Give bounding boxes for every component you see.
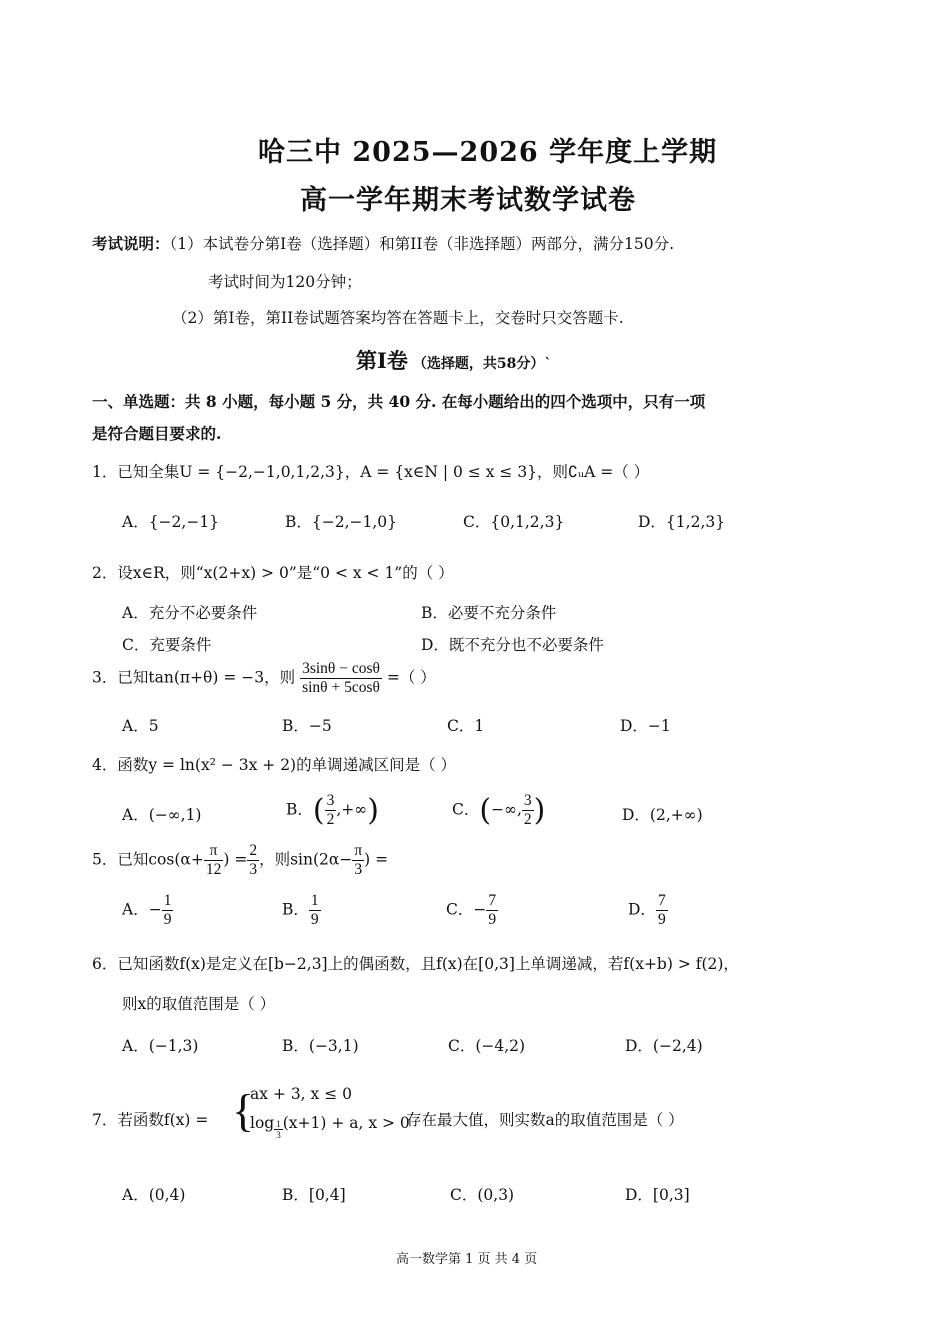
log-text: log xyxy=(250,1114,275,1132)
fraction-denominator: 2 xyxy=(523,811,532,828)
part1-heading-line2: 是符合题目要求的. xyxy=(92,424,222,443)
q4-option-d: D．(2,+∞) xyxy=(622,806,703,824)
question-3-fraction xyxy=(300,660,382,697)
fraction xyxy=(247,842,259,879)
q7-option-d: D．[0,3] xyxy=(625,1186,690,1204)
option-text: ,+∞ xyxy=(336,800,368,819)
q7-option-b: B．[0,4] xyxy=(282,1186,346,1204)
question-7-stem-post: 存在最大值，则实数a的取值范围是（ ） xyxy=(406,1111,684,1129)
fraction-numerator: 3sinθ − cosθ xyxy=(302,660,380,677)
fraction xyxy=(204,842,224,879)
q5-option-a xyxy=(122,892,173,929)
q7-option-a: A．(0,4) xyxy=(122,1186,186,1204)
option-sign: − xyxy=(148,900,162,919)
q4-option-a: A．(−∞,1) xyxy=(122,806,202,824)
q3-option-a: A．5 xyxy=(122,717,159,735)
question-3-stem xyxy=(92,660,436,697)
q2-option-d: D．既不充分也不必要条件 xyxy=(421,636,604,654)
option-fraction xyxy=(162,892,174,929)
question-text: 若函数f(x) = xyxy=(117,1111,209,1129)
q4-option-c: C．(−∞, $\frac{3}{2}$ ) xyxy=(452,792,546,828)
question-6-stem-line2: 则x的取值范围是（ ） xyxy=(122,995,276,1013)
q3-option-d: D．−1 xyxy=(620,717,671,735)
q4-option-b: B．( $\frac{3}{2}$ ,+∞) xyxy=(286,792,379,828)
fraction-denominator: 9 xyxy=(657,911,666,928)
exam-title-line1: 哈三中 2025—2026 学年度上学期 xyxy=(258,137,718,168)
page-footer: 高一数学第 1 页 共 4 页 xyxy=(396,1252,538,1267)
fraction-denominator: 12 xyxy=(205,861,222,878)
fraction-numerator: 3 xyxy=(326,792,335,809)
option-text: −∞, xyxy=(491,800,522,819)
question-number: 3． xyxy=(92,668,118,687)
fraction-denominator: 9 xyxy=(488,911,497,928)
piecewise-case-1: ax + 3, x ≤ 0 xyxy=(250,1085,352,1103)
q2-option-c: C．充要条件 xyxy=(122,636,212,654)
fraction-denominator: 9 xyxy=(163,911,172,928)
q1-option-d: D．{1,2,3} xyxy=(638,513,726,531)
option-label: C． xyxy=(446,900,474,919)
option-sign: − xyxy=(473,900,487,919)
option-fraction xyxy=(486,892,498,929)
fraction-denominator: 9 xyxy=(310,911,319,928)
question-number: 5． xyxy=(92,850,118,869)
option-fraction xyxy=(522,792,534,829)
log-argument: (x+1) + a, x > 0 xyxy=(282,1114,410,1132)
q3-option-b: B．−5 xyxy=(282,717,332,735)
q6-option-c: C．(−4,2) xyxy=(448,1037,526,1055)
fraction-numerator: 7 xyxy=(657,892,666,909)
question-6-stem xyxy=(92,952,739,974)
q1-option-c: C．{0,1,2,3} xyxy=(463,513,565,531)
fraction-denominator: sinθ + 5cosθ xyxy=(302,679,380,696)
question-4-stem xyxy=(92,753,456,775)
q5-option-c xyxy=(446,892,498,929)
fraction-numerator: 3 xyxy=(523,792,532,809)
piecewise-case-2 xyxy=(250,1114,410,1140)
instructions-line2: 考试时间为120分钟； xyxy=(208,273,362,291)
option-fraction xyxy=(656,892,668,929)
fraction xyxy=(352,842,364,879)
question-text-post: =（ ） xyxy=(386,668,436,687)
fraction-numerator: 1 xyxy=(163,892,172,909)
fraction-denominator: 3 xyxy=(354,861,363,878)
q6-option-a: A．(−1,3) xyxy=(122,1037,199,1055)
fraction-numerator: 1 xyxy=(276,1119,281,1129)
q5-option-d xyxy=(628,892,668,929)
question-text: 函数y = ln(x² − 3x + 2)的单调递减区间是（ ） xyxy=(117,756,457,774)
question-number: 7． xyxy=(92,1111,118,1129)
q6-option-b: B．(−3,1) xyxy=(282,1037,359,1055)
piecewise-brace: { xyxy=(232,1085,255,1136)
question-text: 已知cos(α+ xyxy=(117,850,204,869)
question-text: 已知全集U = {−2,−1,0,1,2,3}，A = {x∈N | 0 ≤ x ≤ 3}，则∁ᵤA =（ ） xyxy=(117,463,650,481)
q2-option-b: B．必要不充分条件 xyxy=(421,604,557,622)
fraction-numerator: 1 xyxy=(310,892,319,909)
question-number: 6． xyxy=(92,955,118,973)
fraction-numerator: 7 xyxy=(488,892,497,909)
instructions-line3: （2）第I卷，第II卷试题答案均答在答题卡上，交卷时只交答题卡. xyxy=(172,309,624,327)
fraction-denominator: 3 xyxy=(276,1130,281,1140)
part1-heading-line1: 一、单选题：共 8 小题，每小题 5 分，共 40 分. 在每小题给出的四个选项中，只有一项 xyxy=(92,392,706,411)
exam-title-line2: 高一学年期末考试数学试卷 xyxy=(300,185,636,216)
question-number: 1． xyxy=(92,463,118,481)
question-text: 设x∈R，则“x(2+x) > 0”是“0 < x < 1”的（ ） xyxy=(117,564,454,582)
q6-option-d: D．(−2,4) xyxy=(625,1037,703,1055)
question-text: ，则sin(2α− xyxy=(259,850,353,869)
q3-option-c: C．1 xyxy=(447,717,485,735)
section-title xyxy=(356,345,551,375)
instructions xyxy=(92,232,674,254)
q1-option-a: A．{−2,−1} xyxy=(122,513,220,531)
q1-option-b: B．{−2,−1,0} xyxy=(285,513,398,531)
q2-option-a: A．充分不必要条件 xyxy=(122,604,258,622)
option-fraction xyxy=(309,892,321,929)
option-label: A． xyxy=(122,900,149,919)
log-base xyxy=(274,1119,283,1140)
question-1-stem xyxy=(92,460,649,482)
fraction-denominator: 2 xyxy=(326,811,335,828)
question-number: 4． xyxy=(92,756,118,774)
fraction-numerator: 2 xyxy=(249,842,258,859)
option-label: B． xyxy=(286,800,313,819)
option-label: C． xyxy=(452,800,480,819)
section-title-main: 第I卷 xyxy=(356,348,408,373)
option-fraction xyxy=(325,792,337,829)
instructions-line1: （1）本试卷分第I卷（选择题）和第II卷（非选择题）两部分，满分150分. xyxy=(169,235,675,253)
q5-option-b xyxy=(282,892,321,929)
q7-option-c: C．(0,3) xyxy=(450,1186,515,1204)
question-7-stem-pre xyxy=(92,1108,208,1130)
question-text-pre: 已知tan(π+θ) = −3，则 xyxy=(117,668,296,687)
question-5-stem xyxy=(92,842,388,879)
fraction-denominator: 3 xyxy=(249,861,258,878)
question-2-stem xyxy=(92,561,454,583)
option-label: D． xyxy=(628,900,656,919)
question-text: 已知函数f(x)是定义在[b−2,3]上的偶函数，且f(x)在[0,3]上单调递减，若f(x+b) > f(2)， xyxy=(117,955,739,973)
question-text: ) = xyxy=(223,850,248,869)
fraction-numerator: π xyxy=(354,842,363,859)
section-title-sub: （选择题，共58分）` xyxy=(412,356,552,372)
fraction-numerator: π xyxy=(204,842,224,861)
option-label: B． xyxy=(282,900,309,919)
question-number: 2． xyxy=(92,564,118,582)
question-text: ) = xyxy=(364,850,389,869)
instructions-label: 考试说明： xyxy=(92,234,170,253)
